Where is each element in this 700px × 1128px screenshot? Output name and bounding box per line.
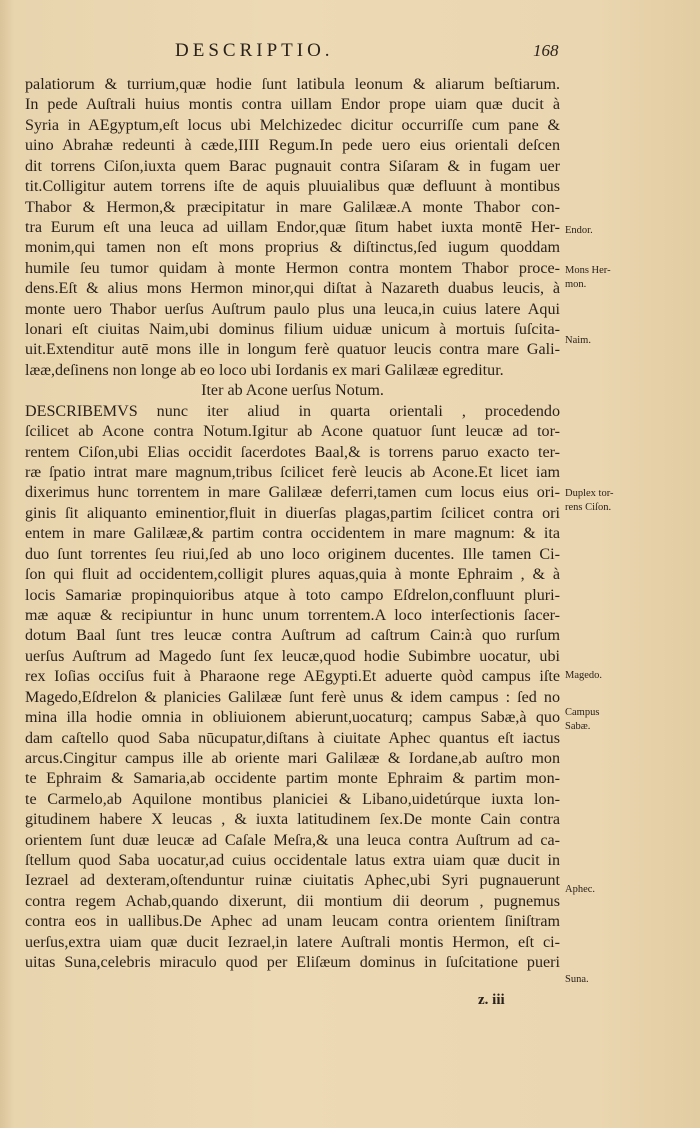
text-line: tra Eurum eſt una leuca ad uillam Endor,quæ ſitum habet iuxta montē Her- [25,218,560,236]
text-line: palatiorum & turrium,quæ hodie ſunt latibula leonum & aliarum beſtiarum. [25,76,560,93]
text-line: mæ aquæ & recipiuntur in hunc unum torrentem.A loco interſectionis ſacer- [25,606,560,624]
text-line: contra eos in uallibus.De Aphec ad unam leucam contra orientem ſiniſtram [25,913,560,931]
text-line: entem in mare Galilææ,& partim contra occidentem in mare magnum: & ita [25,525,560,543]
text-line: locis Samariæ propinquioribus atque à toto campo Eſdrelon,confluunt pluri- [25,586,560,604]
text-line: lææ,deſinens non longe ab eo loco ubi Iordanis ex mari Galilææ egreditur. [25,361,504,379]
text-line: dotum Baal ſunt tres leucæ contra Auſtrum ad caſtrum Cain:à quo rurſum [25,627,560,645]
text-line: dens.Eſt & alius mons Hermon minor,qui diſtat à Nazareth duabus leucis, à [25,280,560,298]
text-line: monte uero Thabor uerſus Auſtrum paulo plus una leuca,in cuius latere Aqui [25,300,560,318]
text-line: uino Abrahæ redeunti à cæde,IIII Regum.In pede uero eius orientali deſcen [25,137,560,155]
text-line: te Carmelo,ab Aquilone montibus planiciei & Libano,uidetúrque iuxta lon- [25,790,560,808]
text-line: uerſus,extra uiam quæ ducit Iezrael,in latere Auſtrali montis Hermon, eſt ci- [25,933,560,951]
text-line: Iezrael ad dexteram,oſtenduntur ruinæ ciuitatis Aphec,ubi Syri pugnauerunt [25,872,560,890]
text-line: lonari eſt ciuitas Naim,ubi dominus filium uiduæ unicum à mortuis ſuſcita- [25,321,560,339]
text-line: dixerimus hunc torrentem in mare Galilææ deferri,tamen cum locus eius ori- [25,484,560,502]
text-line: te Ephraim & Samaria,ab occidente partim monte Ephraim & partim mon- [25,770,560,788]
text-line: gitudinem habere X leucas , & iuxta latitudinem ſex.De monte Cain contra [25,811,560,829]
text-line: duo ſunt torrentes ſeu riui,ſed ab uno loco originem ducentes. Ille tamen Ci- [25,545,560,563]
text-line: uerſus Auſtrum ad Magedo ſunt ſex leucæ,quod hodie Subimbre uocatur, ubi [25,647,560,665]
margin-note-magedo: Magedo. [565,670,603,681]
margin-note-campus-sabae: Campus Sabæ. [565,707,600,732]
text-line: rex Ioſias occiſus fuit à Pharaone rege AEgypti.Et aduerte quòd campus iſte [25,668,560,686]
margin-note-naim: Naim. [565,335,591,346]
margin-note-aphec: Aphec. [565,884,596,895]
margin-note-mons-hermon: Mons Her- mon. [565,265,611,290]
text-line: Magedo,Eſdrelon & planicies Galilææ ſunt ferè unus & idem campus : ſed no [25,688,560,706]
text-line: Thabor & Hermon,& præcipitatur in mare Galilææ.A monte Thabor con- [25,198,560,216]
section-heading: Iter ab Acone uerſus Notum. [201,382,384,400]
text-line: rentem Ciſon,ubi Elias occidit ſacerdotes Baal,& is torrens paruo exacto ter- [25,443,560,461]
text-line: ſon qui fluit ad occidentem,colligit plures aquas,quia à monte Ephraim , & à [25,566,560,584]
margin-note-suna: Suna. [565,974,589,985]
text-line: Syria in AEgyptum,eſt locus ubi Melchizedec dicitur occurriſſe cum pane & [25,116,560,134]
text-line: uit.Extenditur autē mons ille in longum ferè quatuor leucis contra mare Gali- [25,341,560,359]
text-line: orientem ſunt duæ leucæ ad Caſale Meſra,& una leuca contra Auſtrum ad ca- [25,831,560,849]
margin-note-endor: Endor. [565,225,593,236]
text-line: ſtellum quod Saba uocatur,ad cuius occidentale latus extra uiam quæ ducit in [25,852,560,870]
main-text-column [25,75,560,994]
signature-mark: z. iii [478,992,505,1008]
text-line: dit torrens Ciſon,iuxta quem Barac pugnauit contra Siſaram & in fugam uer [25,157,560,175]
text-line: dam caſtello quod Saba nūcupatur,diſtans à ciuitate Aphec quantus eſt iactus [25,729,560,747]
text-line: tit.Colligitur autem torrens iſte de aquis pluuialibus quæ defluunt à montibus [25,178,560,196]
text-line: monim,qui tamen non eſt mons proprius & diſtinctus,ſed iugum quoddam [25,239,560,257]
text-line: contra regem Achab,quando dixerunt, dii montium dii deorum , pugnemus [25,892,560,910]
text-line: humile ſeu tumor quidam à monte Hermon contra montem Thabor proce- [25,259,560,277]
page-number: 168 [533,41,559,60]
text-line [25,974,560,994]
text-line: arcus.Cingitur campus ille ab oriente mari Galilææ & Iordane,ab auſtro mon [25,749,560,767]
text-line: DESCRIBEMVS nunc iter aliud in quarta orientali , procedendo [25,402,560,420]
show-through-stain [30,990,90,1006]
margin-note-duplex-torrens: Duplex tor- rens Ciſon. [565,488,614,513]
text-line: ræ ſpatio intrat mare magnum,tribus ſcilicet ferè leucis ab Acone.Et licet iam [25,464,560,482]
text-line: uitas Suna,celebris miraculo quod per Eliſæum dominus in ſuſcitatione pueri [25,954,560,972]
text-line: In pede Auſtrali huius montis contra uillam Endor prope uiam quæ ducit à [25,96,560,114]
running-head: DESCRIPTIO. [175,40,334,61]
text-line: ginis ſit aliquanto eminentior,fluit in diuerſas plagas,partim ſcilicet contra ori [25,504,560,522]
text-line: ſcilicet ab Acone contra Notum.Igitur ab Acone quatuor ſunt leucæ ad tor- [25,423,560,441]
text-line: mina illa hodie omnia in obliuionem abierunt,uocaturq; campus Sabæ,à quo [25,709,560,727]
